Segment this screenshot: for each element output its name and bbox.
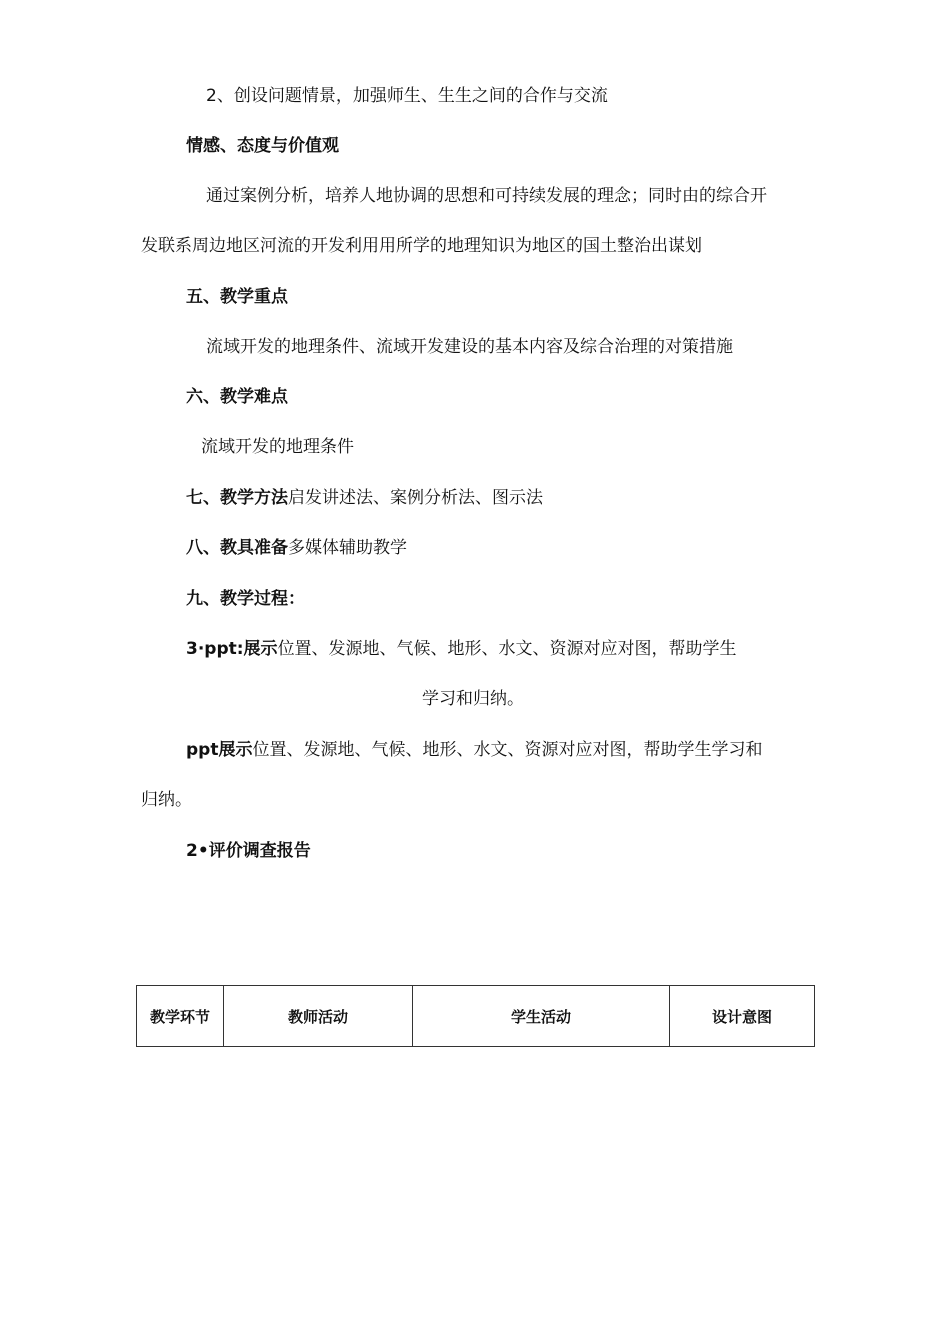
ppt-line-1-continuation: 学习和归纳。 (422, 689, 524, 709)
heading-teaching-difficulties: 六、教学难点 (186, 387, 288, 407)
heading-teaching-process: 九、教学过程： (186, 589, 305, 609)
teaching-method-text: 启发讲述法、案例分析法、图示法 (288, 488, 543, 508)
ppt-line-1 (186, 637, 737, 661)
heading-teaching-key-points: 五、教学重点 (186, 287, 288, 307)
heading-evaluation-report: 2•评价调查报告 (186, 841, 311, 861)
ppt-line-1-prefix: 3·ppt:展示 (186, 639, 278, 659)
teaching-tools-label: 八、教具准备 (186, 538, 288, 558)
emotion-paragraph-line-1: 通过案例分析，培养人地协调的思想和可持续发展的理念；同时由的综合开 (206, 186, 767, 206)
teaching-tools-text: 多媒体辅助教学 (288, 538, 407, 558)
ppt-line-2-text: 位置、发源地、气候、地形、水文、资源对应对图，帮助学生学习和 (252, 740, 763, 760)
objective-line-2: 2、创设问题情景，加强师生、生生之间的合作与交流 (206, 86, 608, 106)
table-header-teacher-activity: 教师活动 (224, 986, 413, 1047)
table-header-row (137, 986, 815, 1047)
teaching-tools-line (186, 536, 407, 560)
heading-emotion-attitude-values: 情感、态度与价值观 (186, 136, 339, 156)
table-header-design-intent: 设计意图 (670, 986, 815, 1047)
emotion-paragraph-line-2: 发联系周边地区河流的开发利用用所学的地理知识为地区的国土整治出谋划 (141, 236, 702, 256)
ppt-line-2-prefix: ppt展示 (186, 740, 253, 760)
ppt-line-1-text: 位置、发源地、气候、地形、水文、资源对应对图，帮助学生 (277, 639, 737, 659)
ppt-line-2 (186, 738, 762, 762)
table-header-student-activity: 学生活动 (413, 986, 670, 1047)
teaching-process-table (136, 985, 815, 1047)
key-points-text: 流域开发的地理条件、流域开发建设的基本内容及综合治理的对策措施 (206, 337, 733, 357)
difficulties-text: 流域开发的地理条件 (201, 437, 354, 457)
teaching-method-label: 七、教学方法 (186, 488, 288, 508)
ppt-line-2-continuation: 归纳。 (141, 790, 192, 810)
teaching-method-line (186, 486, 543, 510)
table-header-teaching-stage: 教学环节 (137, 986, 224, 1047)
